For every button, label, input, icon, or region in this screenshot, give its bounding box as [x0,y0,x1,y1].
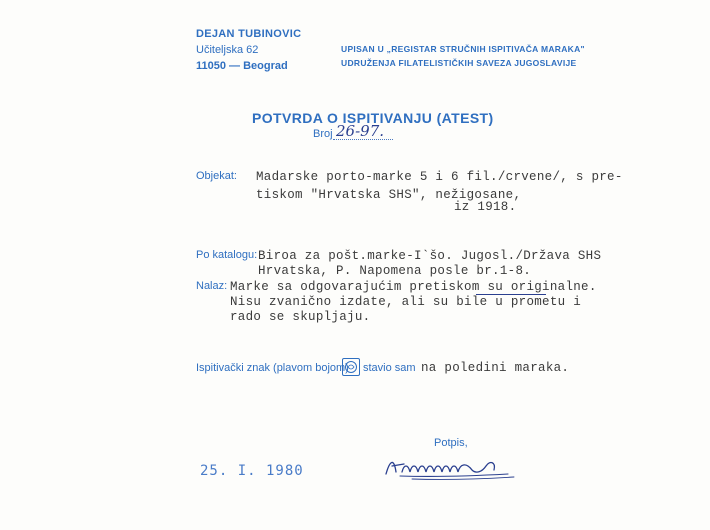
registry-line-2: UDRUŽENJA FILATELISTIČKIH SAVEZA JUGOSLAVIJE [341,58,577,68]
objekat-line-2: tiskom "Hrvatska SHS", nežigosane, [256,188,522,202]
sender-name: DEJAN TUBINOVIC [196,28,302,40]
document-title: POTVRDA O ISPITIVANJU (ATEST) [252,110,494,126]
sender-street: Učiteljska 62 [196,44,259,56]
katalog-label: Po katalogu: [196,249,258,261]
number-label: Broj [313,128,333,140]
sender-city: 11050 — Beograd [196,60,288,72]
handwritten-signature [382,452,522,487]
katalog-line-1: Biroa za pošt.marke-I`šo. Jugosl./Država SHS [258,249,602,263]
znak-label: Ispitivački znak (plavom bojom) [196,362,349,374]
objekat-line-3: iz 1918. [454,200,517,214]
znak-typed: na poledini maraka. [421,361,570,375]
date-stamp: 25. I. 1980 [200,463,304,479]
katalog-line-2: Hrvatska, P. Napomena posle br.1-8. [258,264,532,278]
nalaz-line-1: Marke sa odgovarajućim pretiskom su originalne. [230,280,597,294]
nalaz-line-3: rado se skupljaju. [230,310,371,324]
nalaz-label: Nalaz: [196,280,228,292]
objekat-line-1: Madarske porto-marke 5 i 6 fil./crvene/, s pre- [256,170,623,184]
number-value-handwritten: 26-97. [336,122,385,140]
signature-label: Potpis, [434,437,468,449]
znak-after-stamp: stavio sam [363,362,416,374]
nalaz-line-2: Nisu zvanično izdate, ali su bile u prometu i [230,295,582,309]
objekat-label: Objekat: [196,170,237,182]
registry-line-1: UPISAN U „REGISTAR STRUČNIH ISPITIVAČA MARAKA" [341,44,585,54]
examiner-mark-icon [342,358,360,376]
